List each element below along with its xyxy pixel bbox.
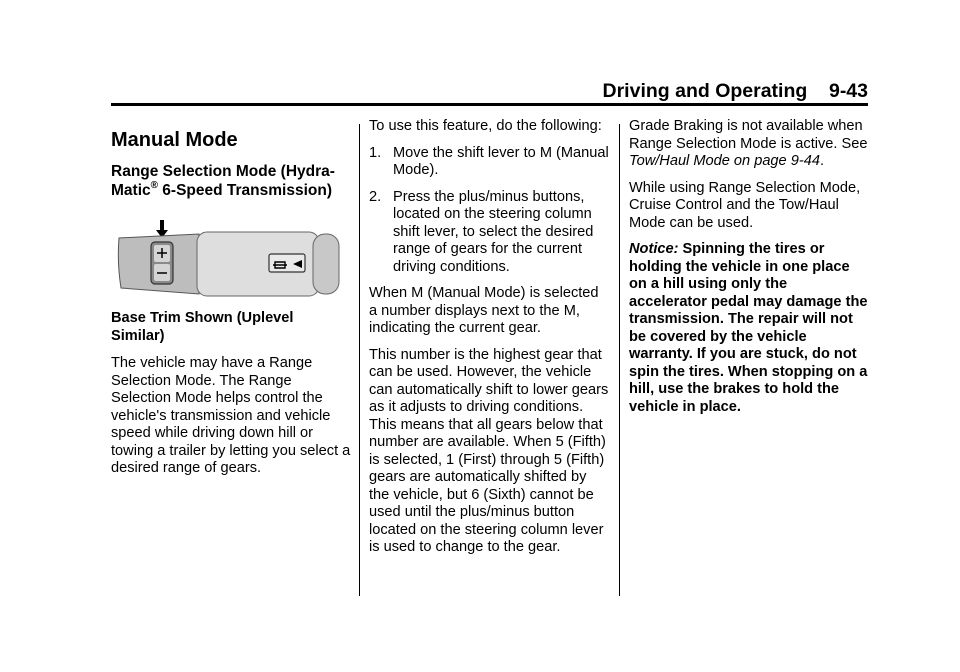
- body-paragraph: To use this feature, do the following:: [369, 118, 602, 134]
- column-2: [369, 118, 609, 566]
- body-paragraph: Grade Braking is not available when Range Selection Mode is active. See Tow/Haul Mode on page 9-44.: [629, 118, 868, 169]
- column-1: [111, 118, 351, 487]
- header-rule: [111, 103, 868, 106]
- page-header: [111, 78, 868, 104]
- notice-label: Notice:: [629, 241, 679, 257]
- cross-reference: Tow/Haul Mode on page 9-44: [629, 153, 820, 169]
- running-head: [603, 80, 868, 103]
- step-number: 1.: [369, 144, 382, 161]
- column-3: [629, 118, 869, 425]
- page-number: 9-43: [828, 80, 868, 102]
- column-divider: [619, 124, 620, 596]
- body-paragraph: While using Range Selection Mode, Cruise Control and the Tow/Haul Mode can be used.: [629, 179, 861, 231]
- step-text: Press the plus/minus buttons, located on the steering column shift lever, to select the desired range of gears for the current driving conditions.: [393, 188, 594, 275]
- figure-caption: Base Trim Shown (Uplevel Similar): [111, 310, 294, 344]
- list-item: [369, 189, 609, 277]
- list-item: [369, 145, 609, 180]
- shift-lever-drawing: [117, 218, 345, 298]
- body-paragraph: The vehicle may have a Range Selection Mode. The Range Selection Mode helps control the vehicle's transmission and vehicle speed while driving down hill or towing a trailer by letting you select a desired range of gears.: [111, 355, 351, 476]
- notice-paragraph: [629, 241, 869, 416]
- column-divider: [359, 124, 360, 596]
- step-number: 2.: [369, 188, 382, 205]
- section-title: Driving and Operating: [602, 80, 808, 102]
- lever-end: [313, 234, 339, 294]
- section-heading: Manual Mode: [111, 129, 238, 151]
- shift-lever-illustration: [117, 218, 345, 298]
- notice-text: Spinning the tires or holding the vehicle in one place on a hill using only the accelerator pedal may damage the transmission. The repair will not be covered by the vehicle warranty. If you are stuck, do not spin the tires. When stopping on a hill, use the brakes to hold the vehicle in place.: [629, 241, 868, 415]
- step-text: Move the shift lever to M (Manual Mode).: [393, 144, 609, 178]
- subsection-heading: Range Selection Mode (Hydra-Matic® 6-Speed Transmission): [111, 163, 335, 199]
- steps-list: [369, 145, 609, 277]
- body-paragraph: When M (Manual Mode) is selected a number displays next to the M, indicating the current gear.: [369, 285, 599, 336]
- body-paragraph: This number is the highest gear that can be used. However, the vehicle can automatically shift to lower gears as it adjusts to driving conditions. This means that all gears below that number are available. When 5 (Fifth) is selected, 1 (First) through 5 (Fifth) gears are automatically shifted by the vehicle, but 6 (Sixth) cannot be used until the plus/minus button located on the steering column lever is used to change to the gear.: [369, 346, 609, 555]
